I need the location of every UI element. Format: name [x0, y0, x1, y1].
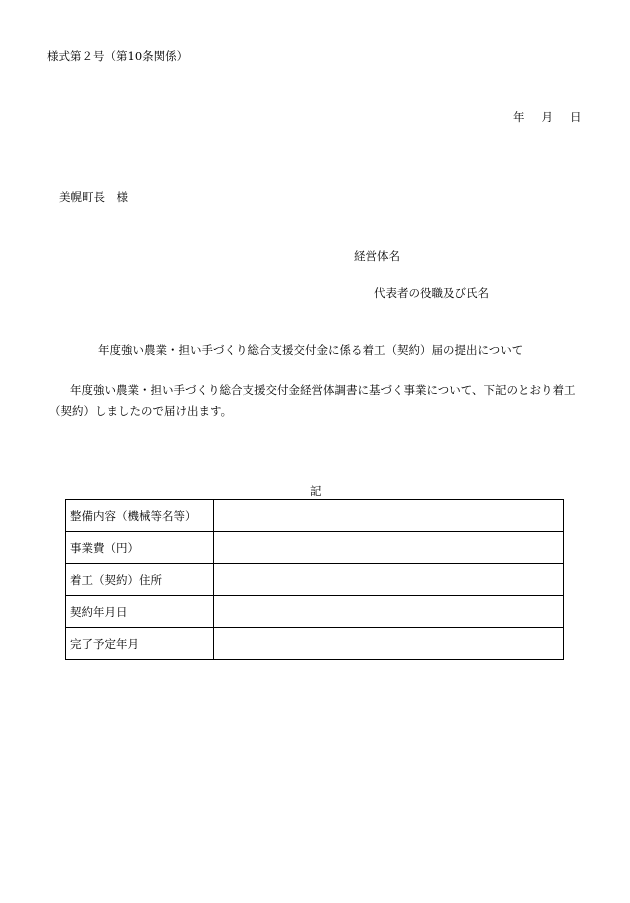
date-line [513, 109, 583, 125]
date-month: 月 [541, 110, 554, 124]
row-label: 事業費（円） [66, 532, 214, 564]
detail-table [65, 499, 564, 660]
table-row [66, 628, 564, 660]
row-value-field[interactable] [214, 500, 564, 532]
form-number-label: 様式第２号（第10条関係） [47, 49, 189, 63]
date-day: 日 [570, 110, 583, 124]
date-year: 年 [513, 110, 526, 124]
table-row [66, 500, 564, 532]
row-label: 着工（契約）住所 [66, 564, 214, 596]
ki-heading: 記 [310, 484, 322, 498]
representative-label: 代表者の役職及び氏名 [374, 286, 489, 300]
body-paragraph: 年度強い農業・担い手づくり総合支援交付金経営体調書に基づく事業について、下記のとおり着工（契約）しましたので届け出ます。 [49, 383, 576, 418]
row-value-field[interactable] [214, 564, 564, 596]
addressee: 美幌町長 様 [59, 190, 128, 204]
org-name-label: 経営体名 [354, 249, 400, 263]
subject-title: 年度強い農業・担い手づくり総合支援交付金に係る着工（契約）届の提出について [98, 343, 524, 357]
row-value-field[interactable] [214, 596, 564, 628]
row-label: 契約年月日 [66, 596, 214, 628]
table-row [66, 564, 564, 596]
row-value-field[interactable] [214, 628, 564, 660]
row-value-field[interactable] [214, 532, 564, 564]
row-label: 整備内容（機械等名等） [66, 500, 214, 532]
table-row [66, 532, 564, 564]
row-label: 完了予定年月 [66, 628, 214, 660]
table-row [66, 596, 564, 628]
